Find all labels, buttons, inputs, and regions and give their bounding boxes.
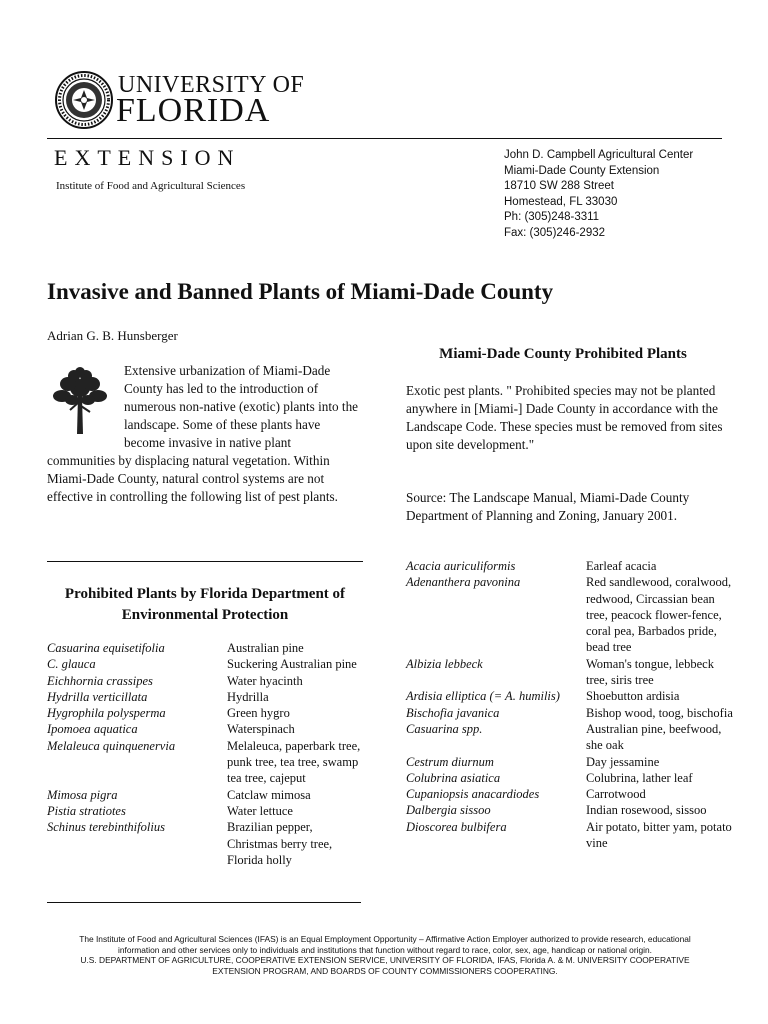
- university-seal-logo: [54, 70, 114, 130]
- common-name: Carrotwood: [586, 787, 646, 802]
- scientific-name: Casuarina equisetifolia: [47, 641, 165, 655]
- common-name: Red sandlewood, coralwood, redwood, Circassian bean tree, peacock flower-fence, coral pea, Barbados pride, bead tree: [586, 575, 732, 655]
- plant-row: [406, 688, 736, 704]
- plant-row: [47, 738, 363, 787]
- header-rule: [47, 138, 722, 139]
- scientific-name: Ardisia elliptica (= A. humilis): [406, 689, 560, 704]
- author-name: Adrian G. B. Hunsberger: [47, 328, 178, 343]
- address-line: John D. Campbell Agricultural Center: [504, 149, 694, 161]
- common-name: Woman's tongue, lebbeck tree, siris tree: [586, 656, 714, 688]
- intro-text: Extensive urbanization of Miami-Dade County has led to the introduction of numerous non-native (exotic) plants into the landscape. Some of these plants have become invasive in native plant communities by displacing natural vegetation. Within Miami-Dade County, natural control systems are not effective in controlling the following list of pest plants.: [47, 363, 359, 504]
- scientific-name: Hygrophila polysperma: [47, 706, 166, 721]
- plant-row: [406, 786, 736, 802]
- common-name: Brazilian pepper, Christmas berry tree, Florida holly: [227, 820, 333, 867]
- source-paragraph: Source: The Landscape Manual, Miami-Dade County Department of Planning and Zoning, January 2001.: [406, 490, 690, 523]
- scientific-name: Adenanthera pavonina: [406, 575, 521, 590]
- scientific-name: Ipomoea aquatica: [47, 722, 138, 737]
- plant-row: [47, 656, 363, 672]
- common-name: Waterspinach: [227, 722, 295, 737]
- plant-row: [406, 558, 736, 574]
- scientific-name: Hydrilla verticillata: [47, 689, 148, 704]
- plant-row: [406, 802, 736, 818]
- scientific-name: Acacia auriculiformis: [406, 559, 516, 573]
- plant-row: [406, 754, 736, 770]
- plant-row: [47, 640, 363, 656]
- footer-line: The Institute of Food and Agricultural Sciences (IFAS) is an Equal Employment Opportunity – Affirmative Action Employer authorized to provide research, educational: [79, 934, 691, 944]
- common-name: Suckering Australian pine: [227, 657, 357, 672]
- address-line: Fax: (305)246-2932: [504, 226, 606, 239]
- scientific-name: Mimosa pigra: [47, 787, 118, 802]
- plant-row: [406, 574, 736, 655]
- page-title: Invasive and Banned Plants of Miami-Dade County: [47, 279, 554, 304]
- footer-line: U.S. DEPARTMENT OF AGRICULTURE, COOPERATIVE EXTENSION SERVICE, UNIVERSITY OF FLORIDA, IFAS, Florida A. & M. UNIVERSITY COOPERATIVE: [80, 955, 690, 965]
- address-block: [504, 148, 693, 241]
- common-name: Water lettuce: [227, 803, 293, 818]
- footer-notice: [40, 934, 730, 976]
- common-name: Catclaw mimosa: [227, 787, 311, 802]
- common-name: Earleaf acacia: [586, 559, 657, 573]
- plant-row: [406, 705, 736, 721]
- plant-row: [47, 721, 363, 737]
- common-name: Day jessamine: [586, 754, 660, 769]
- scientific-name: Cestrum diurnum: [406, 754, 494, 769]
- common-name: Australian pine, beefwood, she oak: [586, 721, 722, 753]
- plant-row: [47, 787, 363, 803]
- common-name: Australian pine: [227, 641, 304, 655]
- plant-row: [406, 819, 736, 852]
- dep-plant-list: [47, 640, 363, 868]
- address-line: Ph: (305)248-3311: [504, 211, 600, 223]
- university-name-line2: FLORIDA: [116, 92, 271, 129]
- scientific-name: Casuarina spp.: [406, 721, 483, 736]
- scientific-name: Schinus terebinthifolius: [47, 820, 165, 835]
- county-section-heading: Miami-Dade County Prohibited Plants: [439, 346, 687, 362]
- scientific-name: Dioscorea bulbifera: [406, 819, 507, 834]
- footer-line: information and other services only to individuals and institutions that function without regard to race, color, sex, age, handicap or national origin.: [118, 944, 652, 955]
- common-name: Water hyacinth: [227, 673, 303, 688]
- ifas-label: Institute of Food and Agricultural Sciences: [56, 180, 246, 192]
- scientific-name: Cupaniopsis anacardiodes: [406, 787, 540, 802]
- scientific-name: Melaleuca quinquenervia: [47, 738, 176, 753]
- university-name-line1: UNIVERSITY OF: [118, 72, 305, 98]
- common-name: Colubrina, lather leaf: [586, 770, 693, 785]
- intro-paragraph: [47, 362, 360, 506]
- footer-rule: [47, 902, 361, 903]
- scientific-name: C. glauca: [47, 657, 96, 672]
- scientific-name: Dalbergia sissoo: [406, 803, 491, 818]
- footer-line: EXTENSION PROGRAM, AND BOARDS OF COUNTY COMMISSIONERS COOPERATING.: [212, 965, 558, 976]
- scientific-name: Colubrina asiatica: [406, 770, 501, 785]
- section-rule: [47, 561, 363, 562]
- common-name: Hydrilla: [227, 689, 269, 704]
- dep-section-heading: Prohibited Plants by Florida Department of Environmental Protection: [64, 586, 346, 623]
- common-name: Indian rosewood, sissoo: [586, 803, 707, 818]
- county-plant-list: [406, 558, 736, 851]
- scientific-name: Eichhornia crassipes: [47, 673, 153, 688]
- plant-row: [406, 721, 736, 754]
- common-name: Melaleuca, paperbark tree, punk tree, tea tree, swamp tea tree, cajeput: [227, 738, 361, 786]
- plant-row: [406, 656, 736, 689]
- scientific-name: Bischofia javanica: [406, 705, 500, 720]
- common-name: Shoebutton ardisia: [586, 689, 680, 704]
- address-line: 18710 SW 288 Street: [504, 180, 614, 192]
- county-paragraph: Exotic pest plants. " Prohibited species may not be planted anywhere in [Miami-] Dade County in accordance with the Landscape Code. These species must be removed from sites upon site development.": [406, 383, 723, 452]
- plant-row: [47, 803, 363, 819]
- common-name: Bishop wood, toog, bischofia: [586, 705, 733, 720]
- common-name: Air potato, bitter yam, potato vine: [586, 819, 732, 851]
- address-line: Homestead, FL 33030: [504, 195, 618, 208]
- plant-row: [47, 705, 363, 721]
- extension-label: EXTENSION: [54, 145, 241, 170]
- address-line: Miami-Dade County Extension: [504, 164, 660, 177]
- plant-row: [47, 819, 363, 868]
- plant-row: [47, 673, 363, 689]
- plant-row: [47, 689, 363, 705]
- scientific-name: Pistia stratiotes: [47, 803, 126, 818]
- plant-row: [406, 770, 736, 786]
- common-name: Green hygro: [227, 706, 290, 721]
- scientific-name: Albizia lebbeck: [406, 656, 483, 671]
